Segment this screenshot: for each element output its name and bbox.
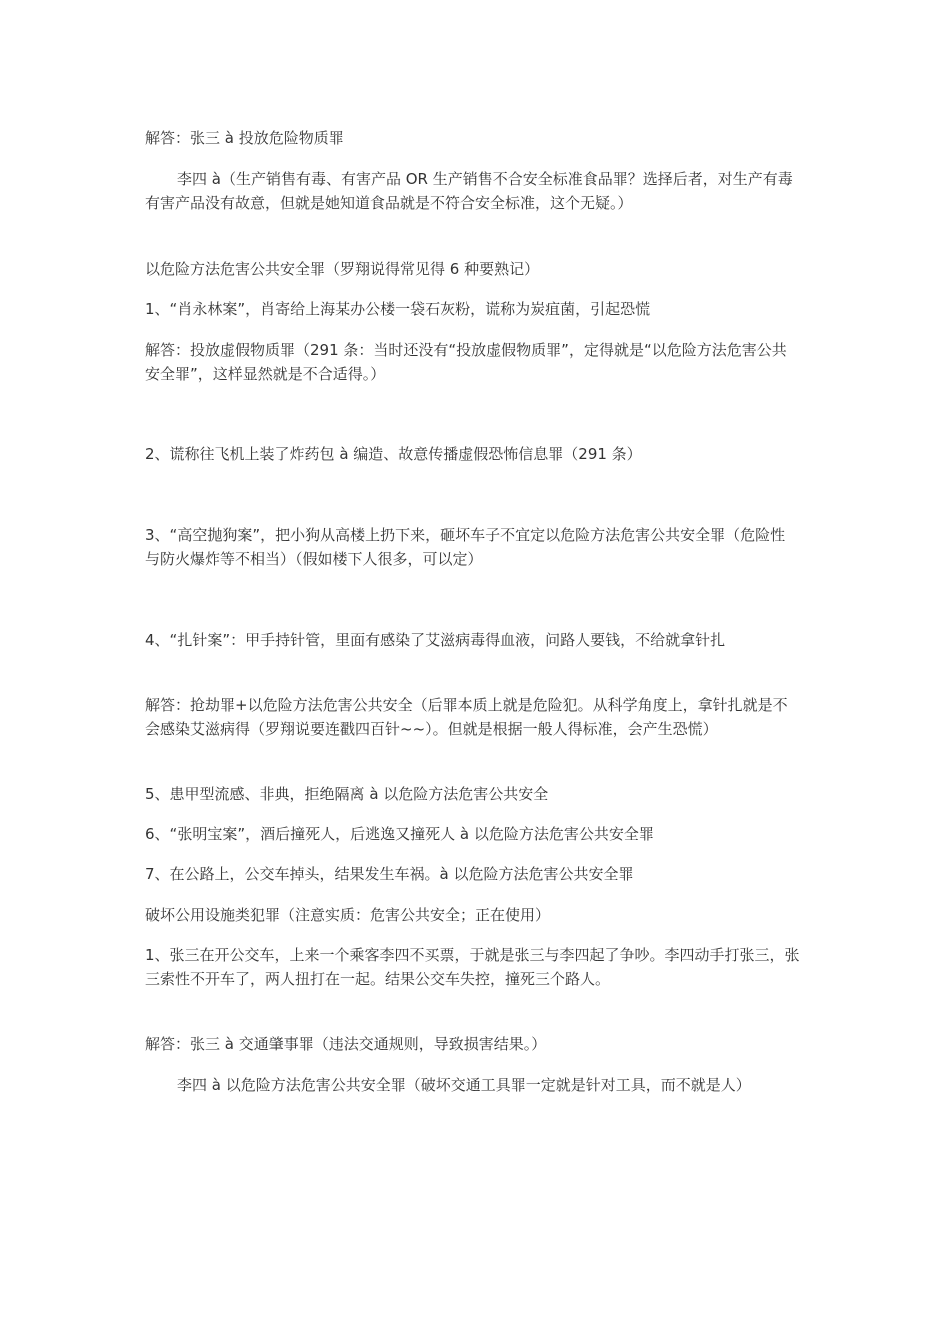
section-heading-dangerous-methods: 以危险方法危害公共安全罪（罗翔说得常见得 6 种要熟记） [145, 260, 540, 278]
paragraph-case-6: 6、“张明宝案”，酒后撞死人，后逃逸又撞死人 à 以危险方法危害公共安全罪 [145, 825, 654, 843]
paragraph-lisi-2: 李四 à 以危险方法危害公共安全罪（破坏交通工具罪一定就是针对工具，而不就是人） [177, 1076, 751, 1094]
paragraph-case-2: 2、谎称往飞机上装了炸药包 à 编造、故意传播虚假恐怖信息罪（291 条） [145, 445, 642, 463]
paragraph-case-7: 7、在公路上，公交车掉头，结果发生车祸。à 以危险方法危害公共安全罪 [145, 865, 634, 883]
paragraph-case-1: 1、“肖永林案”，肖寄给上海某办公楼一袋石灰粉，谎称为炭疽菌，引起恐慌 [145, 300, 651, 318]
paragraph-case-4: 4、“扎针案”：甲手持针管，里面有感染了艾滋病毒得血液，问路人要钱，不给就拿针扎 [145, 631, 726, 649]
paragraph-case-3: 3、“高空抛狗案”，把小狗从高楼上扔下来，砸坏车子不宜定以危险方法危害公共安全罪（危险性与防火爆炸等不相当）（假如楼下人很多，可以定） [145, 526, 786, 568]
section-heading-public-facilities: 破坏公用设施类犯罪（注意实质：危害公共安全；正在使用） [145, 906, 551, 924]
paragraph-case-5: 5、患甲型流感、非典，拒绝隔离 à 以危险方法危害公共安全 [145, 785, 549, 803]
paragraph-lisi-1: 李四 à（生产销售有毒、有害产品 OR 生产销售不合安全标准食品罪？选择后者，对生产有毒有害产品没有故意，但就是她知道食品就是不符合安全标准，这个无疑。） [145, 170, 793, 212]
paragraph-facilities-case-1: 1、张三在开公交车，上来一个乘客李四不买票，于就是张三与李四起了争吵。李四动手打张三，张三索性不开车了，两人扭打在一起。结果公交车失控，撞死三个路人。 [145, 946, 800, 988]
paragraph-answer-case-1: 解答：投放虚假物质罪（291 条：当时还没有“投放虚假物质罪”，定得就是“以危险方法危害公共安全罪”，这样显然就是不合适得。） [145, 341, 787, 383]
paragraph-answer-zhangsan-2: 解答：张三 à 交通肇事罪（违法交通规则，导致损害结果。） [145, 1035, 547, 1053]
paragraph-answer-case-4: 解答：抢劫罪+以危险方法危害公共安全（后罪本质上就是危险犯。从科学角度上，拿针扎就是不会感染艾滋病得（罗翔说要连戳四百针~~）。但就是根据一般人得标准，会产生恐慌） [145, 696, 788, 738]
paragraph-answer-zhangsan-1: 解答：张三 à 投放危险物质罪 [145, 129, 344, 147]
